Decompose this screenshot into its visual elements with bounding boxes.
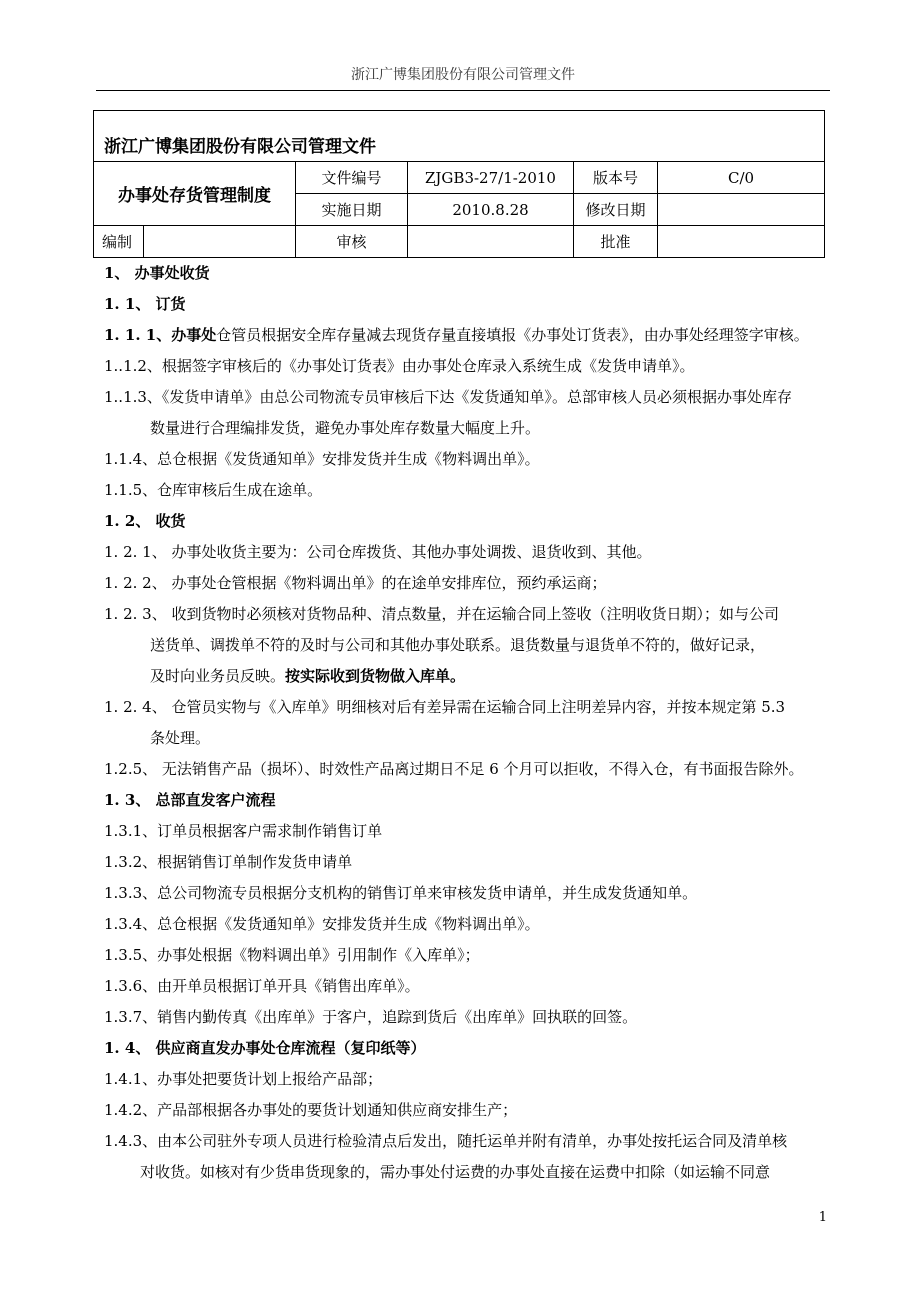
section-heading-1-2: 1. 2、 收货 bbox=[104, 512, 186, 530]
file-number-label: 文件编号 bbox=[296, 162, 408, 194]
paragraph-1-2-5: 1.2.5、 无法销售产品（损坏）、时效性产品离过期日不足 6 个月可以拒收，不得入仓，有书面报告除外。 bbox=[104, 760, 804, 778]
implementation-date-value: 2010.8.28 bbox=[408, 194, 574, 226]
paragraph-1-2-3-text: 及时向业务员反映。 bbox=[150, 667, 286, 685]
file-number-value: ZJGB3-27/1-2010 bbox=[408, 162, 574, 194]
paragraph-1-1-3-line1: 1..1.3、《发货申请单》由总公司物流专员审核后下达《发货通知单》。总部审核人员必须根据办事处库存 bbox=[104, 388, 792, 406]
paragraph-1-3-6: 1.3.6、由开单员根据订单开具《销售出库单》。 bbox=[104, 977, 420, 995]
implementation-date-label: 实施日期 bbox=[296, 194, 408, 226]
paragraph-1-3-3: 1.3.3、总公司物流专员根据分支机构的销售订单来审核发货申请单，并生成发货通知单。 bbox=[104, 884, 698, 902]
paragraph-1-1-1 bbox=[104, 320, 826, 351]
version-label: 版本号 bbox=[574, 162, 658, 194]
paragraph-1-2-1: 1. 2. 1、 办事处收货主要为：公司仓库拨货、其他办事处调拨、退货收到、其他。 bbox=[104, 543, 652, 561]
section-heading-1-4: 1. 4、 供应商直发办事处仓库流程（复印纸等） bbox=[104, 1039, 426, 1057]
revision-date-value bbox=[658, 194, 825, 226]
reviewed-by-value bbox=[408, 226, 574, 258]
paragraph-1-2-3-line2: 送货单、调拨单不符的及时与公司和其他办事处联系。退货数量与退货单不符的，做好记录， bbox=[150, 636, 766, 654]
paragraph-1-1-1-lead: 1. 1. 1、办事处 bbox=[104, 326, 217, 344]
section-heading-1-1: 1. 1、 订货 bbox=[104, 295, 186, 313]
paragraph-1-1-4: 1.1.4、总仓根据《发货通知单》安排发货并生成《物料调出单》。 bbox=[104, 450, 540, 468]
paragraph-1-3-1: 1.3.1、订单员根据客户需求制作销售订单 bbox=[104, 822, 383, 840]
paragraph-1-3-7: 1.3.7、销售内勤传真《出库单》于客户，追踪到货后《出库单》回执联的回签。 bbox=[104, 1008, 638, 1026]
compiled-by-value bbox=[144, 226, 296, 258]
revision-date-label: 修改日期 bbox=[574, 194, 658, 226]
document-header-table bbox=[93, 110, 825, 258]
document-name: 办事处存货管理制度 bbox=[94, 162, 296, 226]
running-header: 浙江广博集团股份有限公司管理文件 bbox=[96, 64, 830, 91]
approved-by-value bbox=[658, 226, 825, 258]
document-body bbox=[104, 258, 826, 1188]
paragraph-1-2-3-line1: 1. 2. 3、 收到货物时必须核对货物品种、清点数量，并在运输合同上签收（注明收货日期）；如与公司 bbox=[104, 605, 779, 623]
paragraph-1-2-4-line1: 1. 2. 4、 仓管员实物与《入库单》明细核对后有差异需在运输合同上注明差异内容，并按本规定第 5.3 bbox=[104, 698, 786, 716]
page-number: 1 bbox=[818, 1210, 827, 1225]
paragraph-1-3-5: 1.3.5、办事处根据《物料调出单》引用制作《入库单》； bbox=[104, 946, 480, 964]
paragraph-1-2-2: 1. 2. 2、 办事处仓管根据《物料调出单》的在途单安排库位，预约承运商； bbox=[104, 574, 607, 592]
paragraph-1-4-3-line1: 1.4.3、由本公司驻外专项人员进行检验清点后发出，随托运单并附有清单，办事处按托运合同及清单核 bbox=[104, 1132, 788, 1150]
paragraph-1-1-3-line2: 数量进行合理编排发货，避免办事处库存数量大幅度上升。 bbox=[150, 419, 541, 437]
reviewed-by-label: 审核 bbox=[296, 226, 408, 258]
version-value: C/0 bbox=[658, 162, 825, 194]
paragraph-1-4-1: 1.4.1、办事处把要货计划上报给产品部； bbox=[104, 1070, 383, 1088]
paragraph-1-2-3-line3 bbox=[104, 661, 826, 692]
paragraph-1-4-3-line2: 对收货。如核对有少货串货现象的，需办事处付运费的办事处直接在运费中扣除（如运输不同意 bbox=[140, 1163, 771, 1181]
paragraph-1-2-3-emphasis: 按实际收到货物做入库单。 bbox=[285, 667, 466, 685]
approved-by-label: 批准 bbox=[574, 226, 658, 258]
paragraph-1-4-2: 1.4.2、产品部根据各办事处的要货计划通知供应商安排生产； bbox=[104, 1101, 518, 1119]
paragraph-1-3-4: 1.3.4、总仓根据《发货通知单》安排发货并生成《物料调出单》。 bbox=[104, 915, 540, 933]
paragraph-1-1-2: 1..1.2、根据签字审核后的《办事处订货表》由办事处仓库录入系统生成《发货申请单》。 bbox=[104, 357, 695, 375]
paragraph-1-1-1-text: 仓管员根据安全库存量减去现货存量直接填报《办事处订货表》，由办事处经理签字审核。 bbox=[216, 326, 809, 344]
compiled-by-label: 编制 bbox=[94, 226, 144, 258]
paragraph-1-1-5: 1.1.5、仓库审核后生成在途单。 bbox=[104, 481, 323, 499]
paragraph-1-3-2: 1.3.2、根据销售订单制作发货申请单 bbox=[104, 853, 353, 871]
section-heading-1: 1、 办事处收货 bbox=[104, 264, 210, 282]
company-title: 浙江广博集团股份有限公司管理文件 bbox=[94, 111, 825, 162]
paragraph-1-2-4-line2: 条处理。 bbox=[150, 729, 211, 747]
section-heading-1-3: 1. 3、 总部直发客户流程 bbox=[104, 791, 276, 809]
